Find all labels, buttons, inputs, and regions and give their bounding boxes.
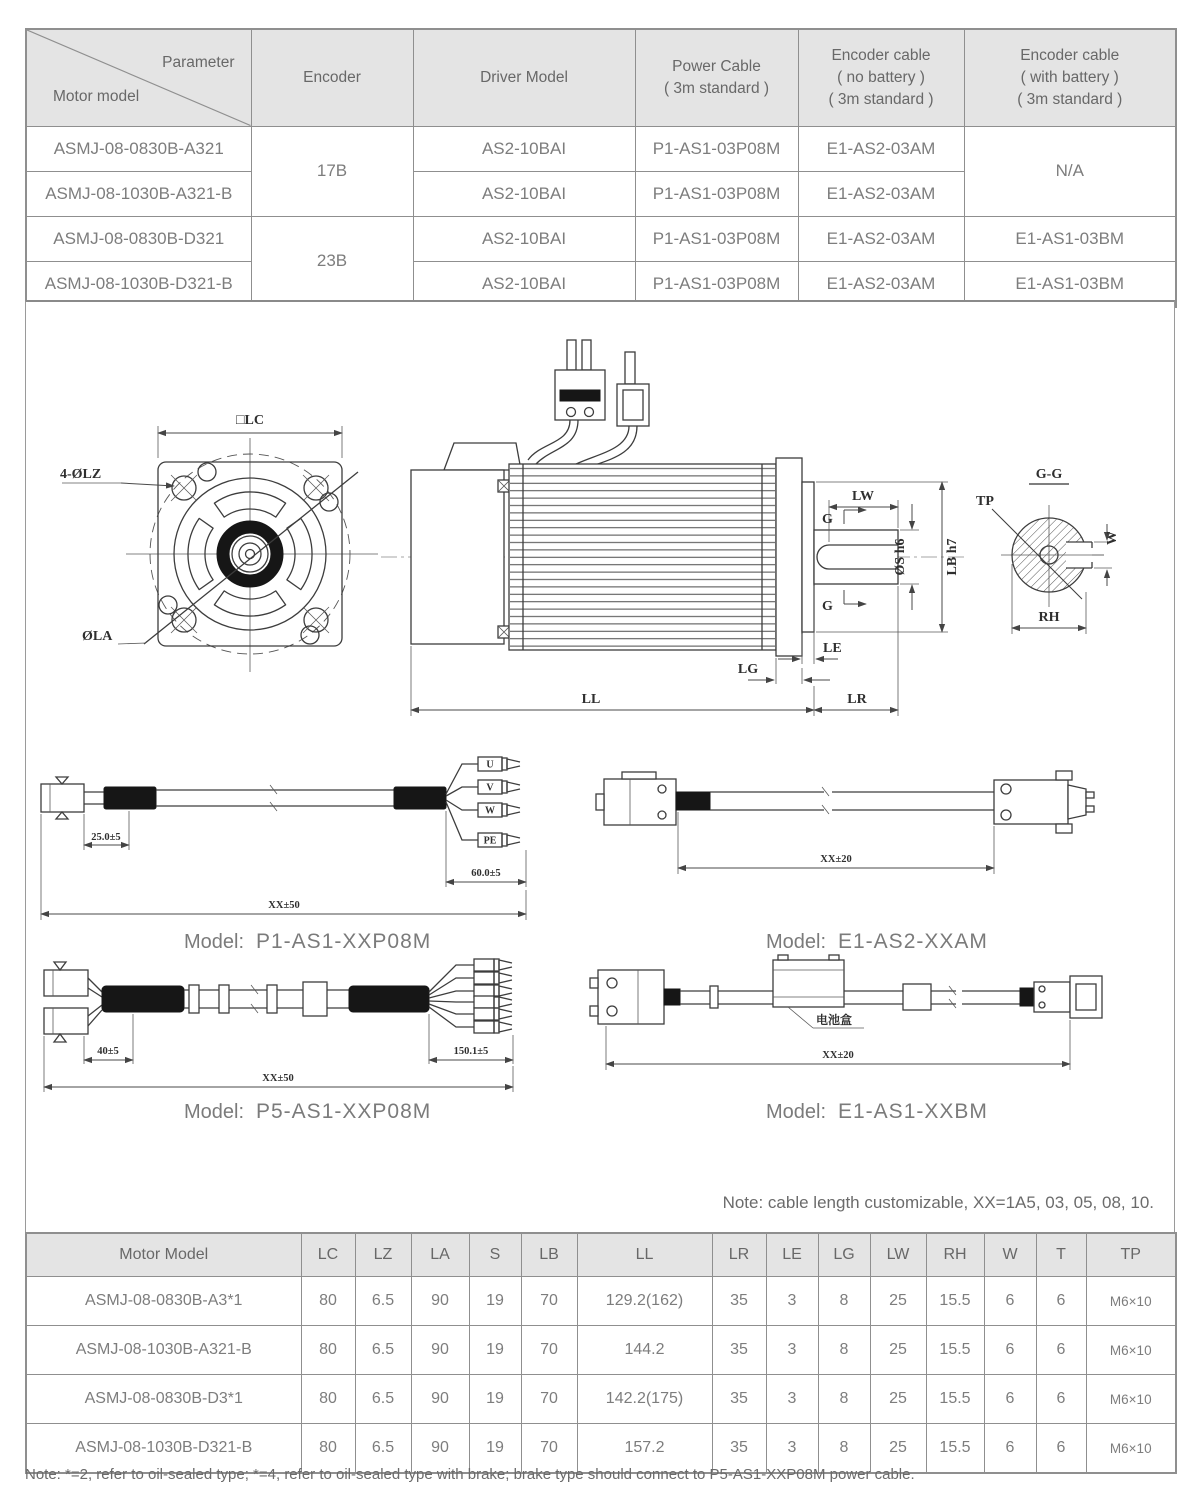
enc-nb-cell: E1-AS2-03AM — [798, 126, 964, 171]
battery-box-label: 电池盒 — [816, 1013, 853, 1027]
wire-pe-label: PE — [483, 835, 497, 847]
dim-cell: 70 — [521, 1375, 577, 1424]
dim-cell: 25 — [870, 1375, 926, 1424]
table-row — [26, 216, 1176, 261]
power-cable-cell: P1-AS1-03P08M — [635, 261, 798, 307]
dimension-table-header — [26, 1233, 1176, 1277]
corner-motor-model-label: Motor model — [53, 87, 140, 105]
dim-cell: M6×10 — [1086, 1277, 1176, 1326]
dim-cell: 35 — [712, 1375, 766, 1424]
dim-cell: 19 — [469, 1277, 521, 1326]
power-cable-header — [635, 29, 798, 126]
dim-cell: 3 — [766, 1326, 818, 1375]
dim-header: LZ — [355, 1233, 411, 1277]
dim-cell: 6.5 — [355, 1277, 411, 1326]
power-cable-dim-right: 60.0±5 — [471, 868, 501, 879]
dim-cell: 6 — [984, 1326, 1036, 1375]
enc-wb-cell: E1-AS1-03BM — [964, 216, 1176, 261]
dim-cell: 15.5 — [926, 1277, 984, 1326]
enc-nb-line1: Encoder cable — [831, 46, 931, 64]
encoder-cell: 23B — [251, 216, 413, 307]
side-pilot-dia-label: LB h7 — [945, 538, 960, 576]
dim-cell: 19 — [469, 1424, 521, 1474]
power-cable-header-line1: Power Cable — [672, 57, 761, 75]
dim-header: S — [469, 1233, 521, 1277]
dim-cell: M6×10 — [1086, 1424, 1176, 1474]
section-view-drawing — [976, 467, 1120, 634]
battery-cable-model-value: E1-AS1-XXBM — [838, 1100, 988, 1123]
power-cable-dim-left: 25.0±5 — [91, 832, 121, 843]
driver-cell: AS2-10BAI — [413, 216, 635, 261]
dim-cell: 19 — [469, 1326, 521, 1375]
cable-length-note: Note: cable length customizable, XX=1A5, 03, 05, 08, 10. — [722, 1193, 1154, 1212]
dim-header: LG — [818, 1233, 870, 1277]
dim-cell: 70 — [521, 1424, 577, 1474]
technical-drawings — [26, 302, 1174, 1230]
wire-w-label: W — [485, 805, 495, 817]
enc-nb-cell: E1-AS2-03AM — [798, 261, 964, 307]
battery-cable-dim-total: XX±20 — [822, 1050, 854, 1061]
side-lr-label: LR — [847, 692, 867, 707]
dim-cell: 6 — [984, 1375, 1036, 1424]
dim-header: W — [984, 1233, 1036, 1277]
encoder-cable-dim-total: XX±20 — [820, 854, 852, 865]
dim-cell: 25 — [870, 1326, 926, 1375]
power-cable-model-value: P1-AS1-XXP08M — [256, 930, 432, 953]
dim-cell: 90 — [411, 1326, 469, 1375]
dim-cell: 8 — [818, 1424, 870, 1474]
battery-cable-model-label: Model: — [765, 1101, 826, 1123]
encoder-cable-wb-header — [964, 29, 1176, 126]
dim-cell: 35 — [712, 1424, 766, 1474]
power-cable-drawing — [41, 757, 526, 953]
dim-header: RH — [926, 1233, 984, 1277]
dim-cell: 90 — [411, 1375, 469, 1424]
driver-cell: AS2-10BAI — [413, 171, 635, 216]
dim-cell: ASMJ-08-1030B-D321-B — [26, 1424, 301, 1474]
enc-nb-line2: ( no battery ) — [837, 68, 925, 86]
dim-cell: 6 — [984, 1424, 1036, 1474]
table-row — [26, 1326, 1176, 1375]
front-lc-label: □LC — [236, 413, 264, 428]
selection-table-header — [26, 29, 1176, 126]
enc-wb-cell: N/A — [964, 126, 1176, 216]
dim-header: LA — [411, 1233, 469, 1277]
table-row — [26, 1375, 1176, 1424]
enc-wb-cell: E1-AS1-03BM — [964, 261, 1176, 307]
encoder-cell: 17B — [251, 126, 413, 216]
dim-cell: 15.5 — [926, 1375, 984, 1424]
dim-cell: 15.5 — [926, 1424, 984, 1474]
wire-v-label: V — [486, 782, 494, 794]
enc-wb-line3: ( 3m standard ) — [1017, 90, 1123, 108]
dim-header: Motor Model — [26, 1233, 301, 1277]
dim-cell: 6.5 — [355, 1424, 411, 1474]
dim-cell: 80 — [301, 1375, 355, 1424]
dim-cell: 80 — [301, 1326, 355, 1375]
dim-header: LL — [577, 1233, 712, 1277]
dim-cell: 142.2(175) — [577, 1375, 712, 1424]
power-cable-model-label: Model: — [183, 931, 244, 953]
dim-cell: 6.5 — [355, 1375, 411, 1424]
dim-cell: 3 — [766, 1375, 818, 1424]
dim-cell: 3 — [766, 1277, 818, 1326]
dim-cell: 6 — [984, 1277, 1036, 1326]
power-cable-header-line2: ( 3m standard ) — [663, 79, 770, 97]
dim-header: LC — [301, 1233, 355, 1277]
power-cable-cell: P1-AS1-03P08M — [635, 171, 798, 216]
dim-cell: ASMJ-08-0830B-A3*1 — [26, 1277, 301, 1326]
dim-header: LB — [521, 1233, 577, 1277]
dim-cell: 6 — [1036, 1375, 1086, 1424]
encoder-cable-drawing — [596, 771, 1094, 953]
dim-cell: 70 — [521, 1277, 577, 1326]
encoder-cable-model-value: E1-AS2-XXAM — [838, 930, 988, 953]
dim-header: LE — [766, 1233, 818, 1277]
enc-nb-cell: E1-AS2-03AM — [798, 171, 964, 216]
side-view-drawing — [381, 340, 966, 716]
motor-model-cell: ASMJ-08-0830B-D321 — [26, 216, 251, 261]
dim-cell: 19 — [469, 1375, 521, 1424]
encoder-header: Encoder — [251, 29, 413, 126]
dim-cell: 70 — [521, 1326, 577, 1375]
driver-header: Driver Model — [413, 29, 635, 126]
dim-cell: 90 — [411, 1424, 469, 1474]
brake-cable-dim-total: XX±50 — [262, 1073, 294, 1084]
dim-cell: 6 — [1036, 1277, 1086, 1326]
footnote: Note: *=2, refer to oil-sealed type; *=4, refer to oil-sealed type with brake; brake type should connect to P5-AS1-XXP08M power cable. — [25, 1466, 915, 1483]
power-cable-cell: P1-AS1-03P08M — [635, 126, 798, 171]
section-title: G-G — [1035, 467, 1063, 482]
dim-cell: M6×10 — [1086, 1375, 1176, 1424]
encoder-cable-model-label: Model: — [765, 931, 826, 953]
brake-cable-model-label: Model: — [183, 1101, 244, 1123]
enc-wb-line2: ( with battery ) — [1020, 68, 1119, 86]
dim-cell: 8 — [818, 1375, 870, 1424]
diagonal-divider — [27, 30, 251, 126]
dim-cell: 25 — [870, 1277, 926, 1326]
encoder-cable-nb-header — [798, 29, 964, 126]
drawing-panel — [25, 300, 1175, 1233]
dim-cell: ASMJ-08-1030B-A321-B — [26, 1326, 301, 1375]
dim-cell: 8 — [818, 1326, 870, 1375]
dim-cell: 6 — [1036, 1326, 1086, 1375]
section-tp-label: TP — [976, 494, 994, 509]
battery-encoder-cable-drawing — [590, 955, 1102, 1123]
dim-cell: 80 — [301, 1277, 355, 1326]
motor-model-cell: ASMJ-08-0830B-A321 — [26, 126, 251, 171]
side-shaft-dia-label: ØS h6 — [893, 538, 908, 576]
dim-cell: 80 — [301, 1424, 355, 1474]
corner-header-cell — [26, 29, 251, 126]
brake-cable-dim-left: 40±5 — [97, 1046, 119, 1057]
enc-nb-line3: ( 3m standard ) — [828, 90, 934, 108]
dim-cell: 35 — [712, 1326, 766, 1375]
side-ll-label: LL — [581, 692, 601, 707]
dim-cell: 129.2(162) — [577, 1277, 712, 1326]
brake-cable-model-value: P5-AS1-XXP08M — [256, 1100, 432, 1123]
dim-cell: M6×10 — [1086, 1326, 1176, 1375]
front-lz-label: 4-ØLZ — [60, 467, 102, 482]
dim-cell: 144.2 — [577, 1326, 712, 1375]
brake-power-cable-drawing — [44, 959, 513, 1123]
dim-cell: 8 — [818, 1277, 870, 1326]
dimension-table — [25, 1232, 1177, 1474]
dim-cell: 25 — [870, 1424, 926, 1474]
side-g-bottom-label: G — [822, 599, 833, 614]
dim-cell: 15.5 — [926, 1326, 984, 1375]
motor-model-cell: ASMJ-08-1030B-A321-B — [26, 171, 251, 216]
dim-header: T — [1036, 1233, 1086, 1277]
dim-cell: 90 — [411, 1277, 469, 1326]
section-w-label: W — [1105, 531, 1120, 545]
side-lw-label: LW — [851, 489, 875, 504]
dim-header: TP — [1086, 1233, 1176, 1277]
dim-header: LW — [870, 1233, 926, 1277]
front-view-drawing — [60, 413, 378, 672]
power-cable-cell: P1-AS1-03P08M — [635, 216, 798, 261]
corner-parameter-label: Parameter — [162, 54, 235, 71]
enc-wb-line1: Encoder cable — [1020, 46, 1120, 64]
dim-header: LR — [712, 1233, 766, 1277]
power-cable-dim-total: XX±50 — [268, 900, 300, 911]
dim-cell: 157.2 — [577, 1424, 712, 1474]
section-rh-label: RH — [1038, 610, 1060, 625]
driver-cell: AS2-10BAI — [413, 261, 635, 307]
side-g-top-label: G — [822, 512, 833, 527]
enc-nb-cell: E1-AS2-03AM — [798, 216, 964, 261]
table-row — [26, 1277, 1176, 1326]
dim-cell: 6.5 — [355, 1326, 411, 1375]
wire-u-label: U — [486, 759, 494, 771]
dim-cell: 35 — [712, 1277, 766, 1326]
table-row — [26, 126, 1176, 171]
front-la-label: ØLA — [82, 629, 113, 644]
dim-cell: ASMJ-08-0830B-D3*1 — [26, 1375, 301, 1424]
side-le-label: LE — [823, 641, 842, 656]
dim-cell: 6 — [1036, 1424, 1086, 1474]
side-lg-label: LG — [737, 662, 759, 677]
dim-cell: 3 — [766, 1424, 818, 1474]
selection-table — [25, 28, 1177, 308]
brake-cable-dim-right: 150.1±5 — [453, 1046, 489, 1057]
driver-cell: AS2-10BAI — [413, 126, 635, 171]
motor-model-cell: ASMJ-08-1030B-D321-B — [26, 261, 251, 307]
